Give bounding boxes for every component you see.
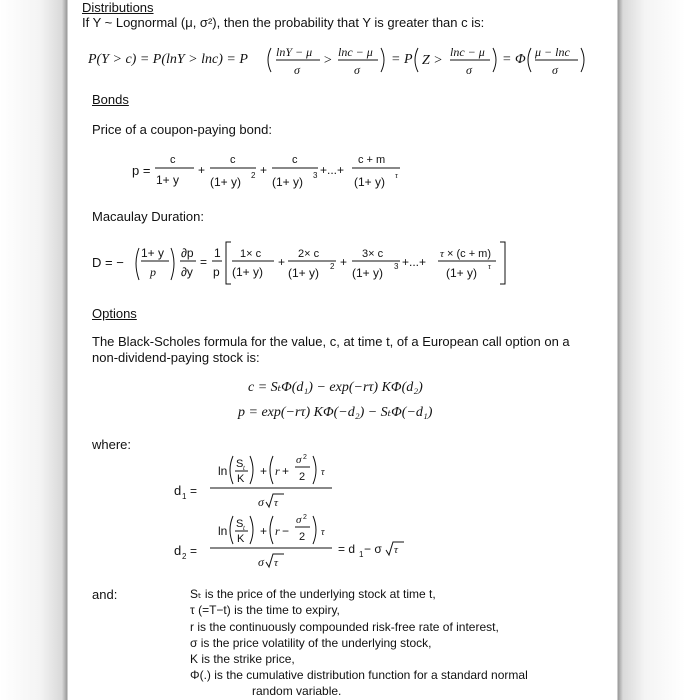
svg-text:2: 2 bbox=[299, 471, 306, 483]
lognormal-intro: If Y ~ Lognormal (μ, σ²), then the probability that Y is greater than c is: bbox=[82, 15, 485, 30]
svg-text:c: c bbox=[292, 154, 298, 166]
svg-text:(1+ y): (1+ y) bbox=[288, 266, 320, 280]
svg-text:2: 2 bbox=[330, 262, 335, 271]
where-label: where: bbox=[92, 437, 132, 452]
svg-text:σ: σ bbox=[466, 63, 472, 77]
put-price-formula: p = exp(−rτ) KΦ(−d₂) − SₜΦ(−d₁) bbox=[238, 405, 433, 420]
svg-text:t: t bbox=[243, 524, 245, 532]
svg-text:(1+ y): (1+ y) bbox=[354, 175, 386, 189]
svg-text:+: + bbox=[260, 464, 268, 478]
svg-text:+: + bbox=[340, 255, 348, 269]
svg-text:(1+ y): (1+ y) bbox=[446, 266, 478, 280]
bonds-heading: Bonds bbox=[92, 92, 129, 107]
svg-text:3: 3 bbox=[394, 262, 399, 271]
svg-text:σ: σ bbox=[258, 495, 264, 509]
bond-price-formula bbox=[132, 150, 462, 196]
black-scholes-intro-line1: The Black-Scholes formula for the value, c, at time t, of a European call option on a bbox=[92, 334, 570, 349]
svg-text:(1+ y): (1+ y) bbox=[352, 266, 384, 280]
definition-time-to-expiry: τ (=T−t) is the time to expiry, bbox=[190, 603, 340, 617]
svg-text:1: 1 bbox=[182, 492, 187, 501]
and-label: and: bbox=[92, 587, 118, 602]
svg-text:lnc − μ: lnc − μ bbox=[450, 45, 485, 59]
svg-text:3: 3 bbox=[313, 171, 318, 180]
svg-text:P(Y > c) = P(lnY > lnc) = P: P(Y > c) = P(lnY > lnc) = P bbox=[88, 52, 248, 67]
svg-text:1+ y: 1+ y bbox=[156, 173, 180, 187]
svg-text:3× c: 3× c bbox=[362, 248, 384, 260]
d2-formula bbox=[174, 508, 434, 578]
svg-text:+: + bbox=[198, 163, 206, 177]
svg-text:−: − bbox=[282, 524, 290, 538]
svg-text:(1+ y): (1+ y) bbox=[272, 175, 304, 189]
lognormal-probability-formula bbox=[88, 38, 608, 80]
svg-text:r: r bbox=[275, 464, 280, 478]
svg-text:lnY − μ: lnY − μ bbox=[276, 45, 313, 59]
options-heading: Options bbox=[92, 306, 137, 321]
svg-text:d: d bbox=[174, 483, 182, 498]
svg-text:d: d bbox=[174, 543, 182, 558]
svg-text:S: S bbox=[236, 518, 244, 530]
svg-text:2: 2 bbox=[299, 531, 306, 543]
svg-text:r: r bbox=[275, 524, 280, 538]
bond-price-label: Price of a coupon-paying bond: bbox=[92, 122, 272, 137]
svg-text:K: K bbox=[237, 533, 245, 545]
definition-risk-free-rate: r is the continuously compounded risk-free rate of interest, bbox=[190, 620, 499, 634]
svg-text:2: 2 bbox=[303, 454, 307, 461]
svg-text:∂y: ∂y bbox=[181, 265, 193, 279]
svg-text:Z >: Z > bbox=[422, 53, 443, 68]
page-shadow-right bbox=[617, 0, 685, 700]
svg-text:2× c: 2× c bbox=[298, 248, 320, 260]
svg-text:+: + bbox=[278, 255, 286, 269]
svg-text:τ: τ bbox=[274, 497, 278, 509]
svg-text:σ: σ bbox=[258, 555, 264, 569]
definition-volatility: σ is the price volatility of the underlying stock, bbox=[190, 636, 432, 650]
definition-strike-price: K is the strike price, bbox=[190, 652, 295, 666]
svg-text:τ: τ bbox=[440, 248, 444, 260]
svg-text:+: + bbox=[282, 464, 290, 478]
svg-text:1+ y: 1+ y bbox=[141, 246, 165, 260]
svg-text:K: K bbox=[237, 473, 245, 485]
definition-cdf: Φ(.) is the cumulative distribution function for a standard normal bbox=[190, 668, 528, 682]
svg-text:(1+ y): (1+ y) bbox=[210, 175, 242, 189]
svg-text:=: = bbox=[190, 544, 198, 558]
svg-text:τ: τ bbox=[394, 544, 398, 556]
document-page bbox=[68, 0, 617, 700]
call-price-formula: c = SₜΦ(d₁) − exp(−rτ) KΦ(d₂) bbox=[248, 380, 423, 395]
svg-text:1: 1 bbox=[359, 550, 364, 559]
svg-text:σ: σ bbox=[552, 63, 558, 77]
definition-cdf-continued: random variable. bbox=[252, 684, 342, 698]
svg-text:p: p bbox=[150, 265, 156, 279]
svg-text:τ: τ bbox=[321, 527, 325, 538]
svg-text:t: t bbox=[243, 464, 245, 472]
svg-text:1× c: 1× c bbox=[240, 248, 262, 260]
svg-text:ln: ln bbox=[218, 524, 228, 538]
distributions-heading: Distributions bbox=[82, 0, 154, 15]
definition-stock-price: Sₜ is the price of the underlying stock at time t, bbox=[190, 587, 436, 601]
svg-text:σ: σ bbox=[296, 454, 302, 466]
svg-text:+...+: +...+ bbox=[402, 255, 427, 269]
svg-text:=: = bbox=[200, 255, 208, 269]
svg-text:c + m: c + m bbox=[358, 154, 386, 166]
svg-text:ln: ln bbox=[218, 464, 228, 478]
svg-text:= d: = d bbox=[338, 542, 356, 556]
svg-text:σ: σ bbox=[354, 63, 360, 77]
page-shadow-left bbox=[0, 0, 68, 700]
svg-text:1: 1 bbox=[214, 246, 221, 260]
macaulay-duration-formula bbox=[92, 236, 562, 290]
svg-text:p =: p = bbox=[132, 163, 151, 178]
svg-text:∂p: ∂p bbox=[181, 246, 194, 260]
svg-text:c: c bbox=[230, 154, 236, 166]
black-scholes-intro-line2: non-dividend-paying stock is: bbox=[92, 350, 260, 365]
svg-text:p: p bbox=[213, 265, 220, 279]
macaulay-duration-label: Macaulay Duration: bbox=[92, 209, 204, 224]
svg-text:lnc − μ: lnc − μ bbox=[338, 45, 373, 59]
svg-text:=: = bbox=[190, 484, 198, 498]
svg-text:(1+ y): (1+ y) bbox=[232, 265, 264, 279]
svg-text:= Φ: = Φ bbox=[502, 52, 526, 67]
svg-text:× (c + m): × (c + m) bbox=[447, 248, 492, 260]
svg-text:σ: σ bbox=[294, 63, 300, 77]
svg-text:+...+: +...+ bbox=[320, 163, 345, 177]
svg-text:τ: τ bbox=[321, 467, 325, 478]
svg-text:+: + bbox=[260, 524, 268, 538]
svg-text:2: 2 bbox=[251, 171, 256, 180]
svg-text:σ: σ bbox=[296, 514, 302, 526]
svg-text:2: 2 bbox=[182, 552, 187, 561]
svg-text:τ: τ bbox=[274, 557, 278, 569]
svg-text:− σ: − σ bbox=[364, 542, 382, 556]
svg-text:μ − lnc: μ − lnc bbox=[535, 45, 570, 59]
svg-text:= P: = P bbox=[391, 52, 413, 67]
svg-text:S: S bbox=[236, 458, 244, 470]
svg-text:c: c bbox=[170, 154, 176, 166]
svg-text:D = −: D = − bbox=[92, 255, 124, 270]
svg-text:2: 2 bbox=[303, 514, 307, 521]
svg-text:τ: τ bbox=[488, 262, 491, 271]
svg-text:>: > bbox=[323, 53, 333, 68]
svg-text:τ: τ bbox=[395, 171, 398, 180]
svg-text:+: + bbox=[260, 163, 268, 177]
